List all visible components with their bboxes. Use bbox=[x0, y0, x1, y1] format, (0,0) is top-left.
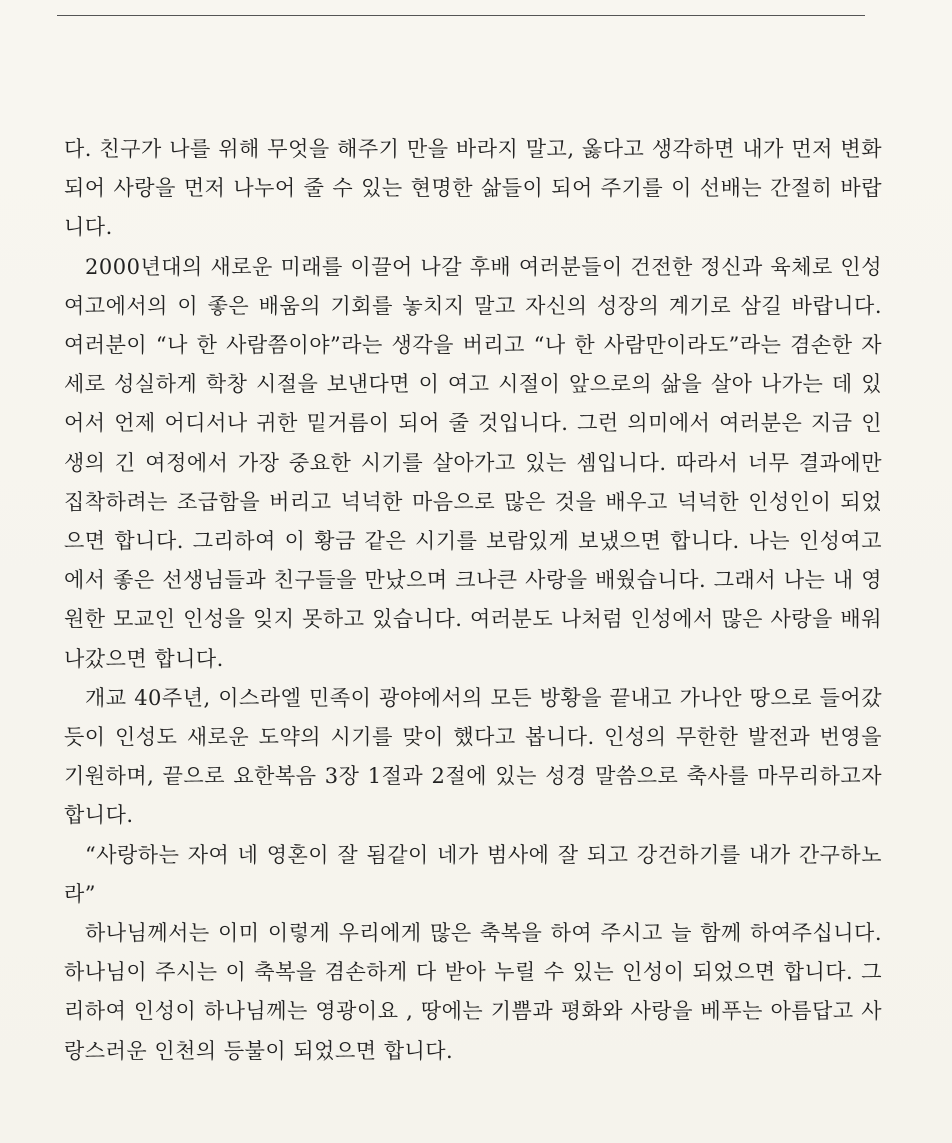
paragraph-2: 2000년대의 새로운 미래를 이끌어 나갈 후배 여러분들이 건전한 정신과 육체로 인성여고에서의 이 좋은 배움의 기회를 놓치지 말고 자신의 성장의 계기로 삼길 바랍니다. 여러분이 “나 한 사람쯤이야”라는 생각을 버리고 “나 한 사람만이라도”라는 겸손한 자세로 성실하게 학창 시절을 보낸다면 이 여고 시절이 앞으로의 삶을 살아 나가는 데 있어서 언제 어디서나 귀한 밑거름이 되어 줄 것입니다. 그런 의미에서 여러분은 지금 인생의 긴 여정에서 가장 중요한 시기를 살아가고 있는 셈입니다. 따라서 너무 결과에만 집착하려는 조급함을 버리고 넉넉한 마음으로 많은 것을 배우고 넉넉한 인성인이 되었으면 합니다. 그리하여 이 황금 같은 시기를 보람있게 보냈으면 합니다. 나는 인성여고에서 좋은 선생님들과 친구들을 만났으며 크나큰 사랑을 배웠습니다. 그래서 나는 내 영원한 모교인 인성을 잊지 못하고 있습니다. 여러분도 나처럼 인성에서 많은 사랑을 배워 나갔으면 합니다. bbox=[64, 254, 882, 671]
paragraph-5: 하나님께서는 이미 이렇게 우리에게 많은 축복을 하여 주시고 늘 함께 하여주십니다. 하나님이 주시는 이 축복을 겸손하게 다 받아 누릴 수 있는 인성이 되었으면 합니다. 그리하여 인성이 하나님께는 영광이요 , 땅에는 기쁨과 평화와 사랑을 베푸는 아름답고 사랑스러운 인천의 등불이 되었으면 합니다. bbox=[64, 921, 882, 1063]
body-text bbox=[64, 130, 882, 1071]
paragraph-1: 다. 친구가 나를 위해 무엇을 해주기 만을 바라지 말고, 옳다고 생각하면 내가 먼저 변화되어 사랑을 먼저 나누어 줄 수 있는 현명한 삶들이 되어 주기를 이 선배는 간절히 바랍니다. bbox=[64, 137, 882, 240]
paragraph-3: 개교 40주년, 이스라엘 민족이 광야에서의 모든 방황을 끝내고 가나안 땅으로 들어갔듯이 인성도 새로운 도약의 시기를 맞이 했다고 봅니다. 인성의 무한한 발전과 번영을 기원하며, 끝으로 요한복음 3장 1절과 2절에 있는 성경 말씀으로 축사를 마무리하고자 합니다. bbox=[64, 685, 882, 828]
paragraph-4-quote: “사랑하는 자여 네 영혼이 잘 됨같이 네가 범사에 잘 되고 강건하기를 내가 간구하노라” bbox=[64, 842, 882, 906]
top-rule bbox=[57, 15, 865, 16]
